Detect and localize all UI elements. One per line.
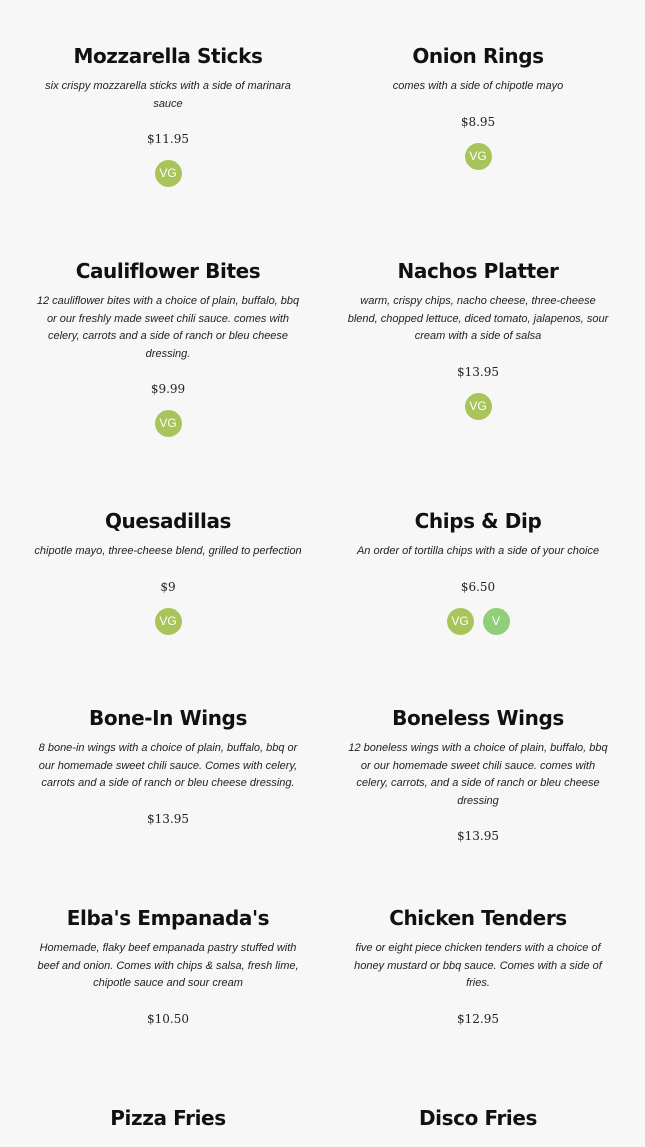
diet-badges [30, 410, 306, 437]
item-description: warm, crispy chips, nacho cheese, three-cheese blend, chopped lettuce, diced tomato, jalapenos, sour cream with a side of salsa [347, 295, 609, 343]
item-title: Quesadillas [104, 509, 232, 533]
item-price: $12.95 [457, 1011, 499, 1026]
menu-item-elbas-empanadas [30, 906, 306, 1026]
vegetarian-badge-icon: VG [447, 608, 474, 635]
vegetarian-badge-icon: VG [465, 393, 492, 420]
item-title: Chips & Dip [414, 509, 542, 533]
item-price: $6.50 [460, 579, 496, 594]
item-description: Homemade, flaky beef empanada pastry stuffed with beef and onion. Comes with chips & salsa, fresh lime, chipotle sauce and sour cream [37, 942, 299, 990]
diet-badges [30, 160, 306, 187]
menu-item-quesadillas [30, 509, 306, 635]
item-price: $9 [160, 579, 176, 594]
item-title: Disco Fries [418, 1106, 538, 1130]
vegetarian-badge-icon: VG [155, 608, 182, 635]
item-price: $9.99 [150, 382, 186, 397]
menu-item-chicken-tenders [340, 906, 616, 1026]
item-title: Boneless Wings [392, 706, 564, 730]
item-price: $8.95 [460, 114, 496, 129]
diet-badges [340, 393, 616, 420]
menu-item-cauliflower-bites [30, 259, 306, 437]
menu-item-boneless-wings [340, 706, 616, 843]
item-price: $13.95 [147, 811, 189, 826]
item-price: $11.95 [147, 132, 189, 147]
diet-badges [340, 143, 616, 170]
item-description: 12 boneless wings with a choice of plain, buffalo, bbq or our homemade sweet chili sauce. comes with celery, carrots, and a side of ranch or bleu cheese dressing [348, 742, 608, 807]
item-description: chipotle mayo, three-cheese blend, grilled to perfection [34, 545, 302, 557]
item-description: six crispy mozzarella sticks with a side of marinara sauce [45, 80, 291, 110]
item-description: 12 cauliflower bites with a choice of plain, buffalo, bbq or our freshly made sweet chili sauce. comes with celery, carrots and a side of ranch or bleu cheese dressing. [36, 295, 300, 360]
item-title: Nachos Platter [397, 259, 559, 283]
vegetarian-badge-icon: VG [155, 410, 182, 437]
item-title: Cauliflower Bites [75, 259, 261, 283]
item-title: Chicken Tenders [389, 906, 567, 930]
menu-item-disco-fries [340, 1106, 616, 1130]
item-description: comes with a side of chipotle mayo [392, 80, 564, 92]
menu-item-mozzarella-sticks [30, 44, 306, 187]
vegetarian-badge-icon: VG [155, 160, 182, 187]
menu-item-pizza-fries [30, 1106, 306, 1130]
item-price: $13.95 [457, 829, 499, 844]
menu-item-nachos-platter [340, 259, 616, 420]
item-price: $10.50 [147, 1011, 189, 1026]
menu-item-onion-rings [340, 44, 616, 170]
item-title: Elba's Empanada's [66, 906, 270, 930]
item-description: five or eight piece chicken tenders with a choice of honey mustard or bbq sauce. Comes with a side of fries. [354, 942, 602, 990]
menu-item-chips-and-dip [340, 509, 616, 635]
item-title: Onion Rings [412, 44, 544, 68]
item-title: Mozzarella Sticks [73, 44, 263, 68]
vegan-badge-icon: V [483, 608, 510, 635]
item-title: Pizza Fries [110, 1106, 226, 1130]
menu-item-bone-in-wings [30, 706, 306, 826]
item-description: 8 bone-in wings with a choice of plain, buffalo, bbq or our homemade sweet chili sauce. Comes with celery, carrots and a side of ranch or bleu cheese dressing. [38, 742, 298, 790]
item-description: An order of tortilla chips with a side of your choice [356, 545, 600, 557]
item-title: Bone-In Wings [89, 706, 247, 730]
diet-badges [30, 608, 306, 635]
diet-badges [340, 608, 616, 635]
item-price: $13.95 [457, 364, 499, 379]
vegetarian-badge-icon: VG [465, 143, 492, 170]
